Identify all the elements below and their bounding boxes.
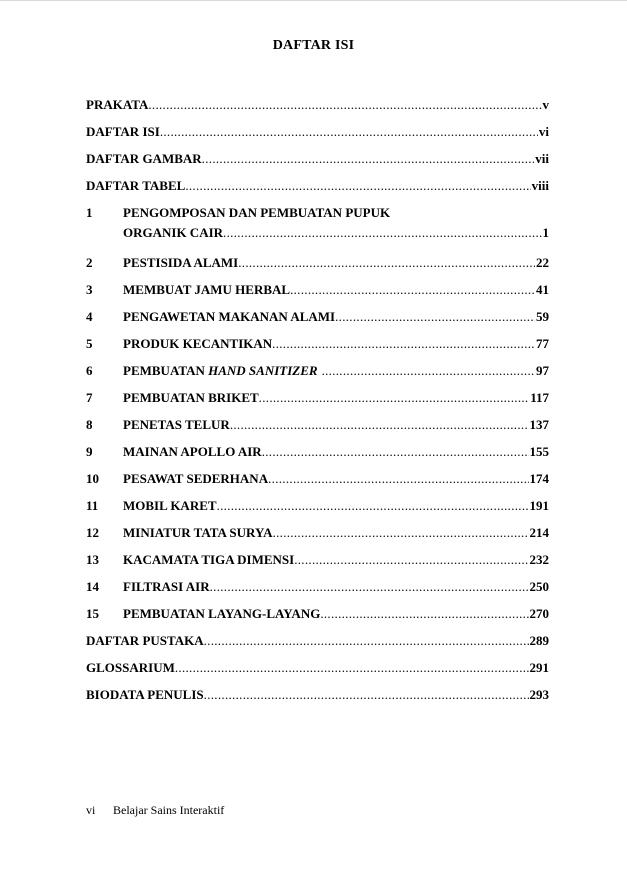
chapter-number: 6	[86, 363, 93, 378]
toc-chapter-13[interactable]	[86, 552, 549, 579]
leader-dots	[268, 471, 528, 486]
toc-entry-label: BIODATA PENULIS	[86, 687, 204, 702]
toc-entry-page: 174	[529, 471, 549, 486]
toc-entry-daftar-isi[interactable]	[86, 124, 549, 151]
toc-entry-label: PENETAS TELUR	[123, 417, 230, 432]
leader-dots	[259, 390, 530, 405]
footer-page-number: vi	[86, 803, 96, 817]
leader-dots	[175, 660, 529, 675]
leader-dots	[335, 309, 535, 324]
toc-entry-page: v	[542, 97, 549, 112]
toc-entry-label: PESAWAT SEDERHANA	[123, 471, 269, 486]
toc-entry-page: viii	[531, 178, 549, 193]
toc-entry-label: DAFTAR PUSTAKA	[86, 633, 204, 648]
toc-entry-page: 155	[529, 444, 549, 459]
toc-entry-label: ORGANIK CAIR	[123, 225, 224, 240]
leader-dots	[320, 606, 528, 621]
leader-dots	[210, 579, 529, 594]
leader-dots	[185, 178, 530, 193]
toc-entry-label: DAFTAR GAMBAR	[86, 151, 202, 166]
toc-entry-label: KACAMATA TIGA DIMENSI	[123, 552, 295, 567]
chapter-number: 2	[86, 255, 93, 270]
chapter-number: 1	[86, 205, 93, 220]
chapter-number: 3	[86, 282, 93, 297]
toc-chapter-9[interactable]	[86, 444, 549, 471]
toc-entry-daftar-gambar[interactable]	[86, 151, 549, 178]
toc-chapter-14[interactable]	[86, 579, 549, 606]
toc-entry-page: 232	[529, 552, 549, 567]
leader-dots	[202, 151, 535, 166]
toc-entry-label: PESTISIDA ALAMI	[123, 255, 239, 270]
toc-entry-page: 293	[529, 687, 549, 702]
toc-entry-label: MOBIL KARET	[123, 498, 217, 513]
toc-entry-prakata[interactable]	[86, 97, 549, 124]
toc-entry-page: 22	[536, 255, 549, 270]
toc-entry-label-italic: HAND SANITIZER	[208, 363, 318, 378]
toc-entry-page: vi	[538, 124, 549, 139]
leader-dots	[290, 282, 535, 297]
toc-entry-label-prefix: PEMBUATAN	[123, 363, 209, 378]
toc-entry-glossarium[interactable]	[86, 660, 549, 687]
toc-entry-label: PEMBUATAN LAYANG-LAYANG	[123, 606, 321, 621]
toc-entry-biodata-penulis[interactable]	[86, 687, 549, 714]
leader-dots	[204, 687, 529, 702]
chapter-number: 7	[86, 390, 93, 405]
toc-entry-page: 117	[530, 390, 549, 405]
leader-dots	[294, 552, 528, 567]
toc-entry-daftar-tabel[interactable]	[86, 178, 549, 205]
toc-chapter-2[interactable]	[86, 255, 549, 282]
leader-dots	[223, 225, 541, 240]
toc-entry-label-line1: PENGOMPOSAN DAN PEMBUATAN PUPUK	[123, 205, 391, 220]
toc-chapter-10[interactable]	[86, 471, 549, 498]
toc-chapter-11[interactable]	[86, 498, 549, 525]
toc-entry-page: 291	[529, 660, 549, 675]
toc-entry-page: 59	[536, 309, 549, 324]
chapter-number: 5	[86, 336, 93, 351]
leader-dots	[148, 97, 541, 112]
page-top-border	[0, 0, 627, 1]
chapter-number: 13	[86, 552, 99, 567]
chapter-number: 10	[86, 471, 99, 486]
toc-entry-label: MAINAN APOLLO AIR	[123, 444, 262, 459]
toc-entry-label: GLOSSARIUM	[86, 660, 175, 675]
toc-chapter-8[interactable]	[86, 417, 549, 444]
toc-chapter-1[interactable]	[86, 205, 549, 255]
toc-chapter-6[interactable]	[86, 363, 549, 390]
chapter-number: 8	[86, 417, 93, 432]
toc-entry-label: MINIATUR TATA SURYA	[123, 525, 273, 540]
toc-entry-label: MEMBUAT JAMU HERBAL	[123, 282, 291, 297]
page-title: DAFTAR ISI	[272, 38, 355, 53]
toc-entry-label	[123, 363, 318, 378]
chapter-number: 14	[86, 579, 99, 594]
toc-entry-page: 214	[529, 525, 549, 540]
chapter-number: 11	[86, 498, 99, 513]
leader-dots	[217, 498, 529, 513]
leader-dots	[262, 444, 529, 459]
toc-entry-label: PEMBUATAN BRIKET	[123, 390, 259, 405]
leader-dots	[273, 525, 529, 540]
toc-entry-page: 97	[536, 363, 549, 378]
toc-entry-page: 270	[529, 606, 549, 621]
toc-chapter-15[interactable]	[86, 606, 549, 633]
footer-book-title: Belajar Sains Interaktif	[113, 803, 225, 817]
chapter-number: 4	[86, 309, 93, 324]
chapter-number: 9	[86, 444, 93, 459]
page-footer	[86, 803, 224, 818]
leader-dots	[230, 417, 529, 432]
toc-chapter-7[interactable]	[86, 390, 549, 417]
toc-entry-label: PENGAWETAN MAKANAN ALAMI	[123, 309, 336, 324]
toc-entry-label: PRODUK KECANTIKAN	[123, 336, 273, 351]
leader-dots	[238, 255, 535, 270]
toc-entry-page: 41	[536, 282, 549, 297]
toc-entry-page: 137	[529, 417, 549, 432]
toc-entry-label: DAFTAR TABEL	[86, 178, 186, 193]
leader-dots	[204, 633, 529, 648]
leader-dots	[160, 124, 538, 139]
table-of-contents	[86, 97, 549, 714]
toc-chapter-5[interactable]	[86, 336, 549, 363]
toc-entry-page: 289	[529, 633, 549, 648]
toc-entry-page: 77	[536, 336, 549, 351]
chapter-number: 12	[86, 525, 99, 540]
toc-entry-page: 191	[529, 498, 549, 513]
toc-entry-daftar-pustaka[interactable]	[86, 633, 549, 660]
toc-entry-label: PRAKATA	[86, 97, 149, 112]
toc-chapter-3[interactable]	[86, 282, 549, 309]
toc-entry-label: DAFTAR ISI	[86, 124, 160, 139]
chapter-number: 15	[86, 606, 99, 621]
toc-chapter-12[interactable]	[86, 525, 549, 552]
toc-entry-page: 250	[529, 579, 549, 594]
toc-entry-page: 1	[542, 225, 549, 240]
toc-entry-page: vii	[535, 151, 549, 166]
toc-entry-label: FILTRASI AIR	[123, 579, 210, 594]
leader-dots	[272, 336, 535, 351]
toc-chapter-4[interactable]	[86, 309, 549, 336]
leader-dots	[322, 363, 535, 378]
